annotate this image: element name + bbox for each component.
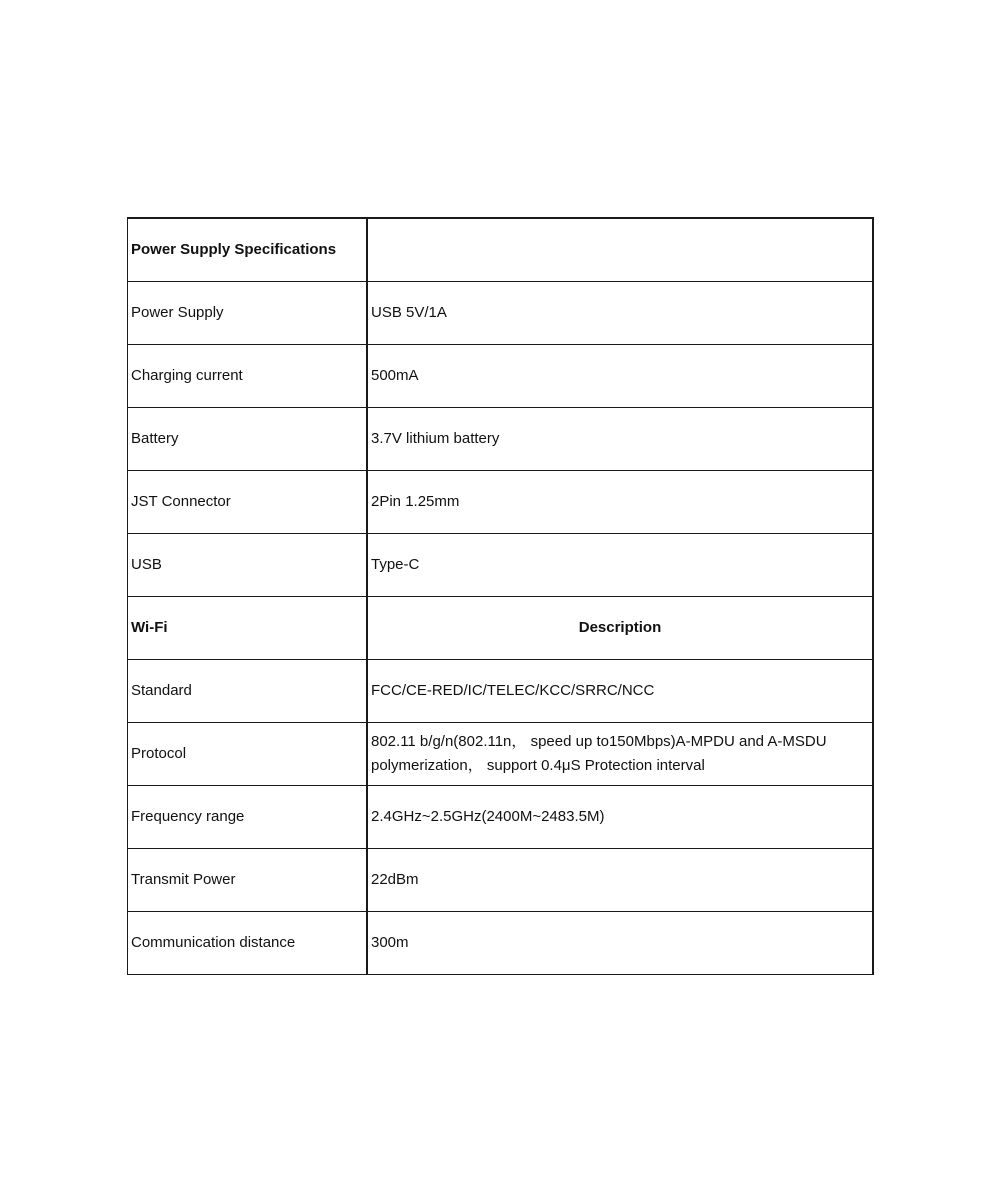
power-section-header-row xyxy=(128,218,874,282)
wifi-section-value-header: Description xyxy=(367,597,873,660)
power-section-value-header xyxy=(367,218,873,282)
spec-label: USB xyxy=(128,534,368,597)
spec-value: Type-C xyxy=(367,534,873,597)
spec-value: FCC/CE-RED/IC/TELEC/KCC/SRRC/NCC xyxy=(367,660,873,723)
table-row xyxy=(128,660,874,723)
spec-label: Standard xyxy=(128,660,368,723)
wifi-section-header-row xyxy=(128,597,874,660)
spec-label: JST Connector xyxy=(128,471,368,534)
table-row xyxy=(128,723,874,786)
spec-value: 2.4GHz~2.5GHz(2400M~2483.5M) xyxy=(367,786,873,849)
spec-label: Battery xyxy=(128,408,368,471)
table-row xyxy=(128,786,874,849)
spec-value: 500mA xyxy=(367,345,873,408)
table-row xyxy=(128,849,874,912)
table-row xyxy=(128,408,874,471)
spec-label: Communication distance xyxy=(128,912,368,975)
spec-value: 802.11 b/g/n(802.11n， speed up to150Mbps)A-MPDU and A-MSDU polymerization， support 0.4μS Protection interval xyxy=(367,723,873,786)
table-row xyxy=(128,345,874,408)
spec-value: 2Pin 1.25mm xyxy=(367,471,873,534)
spec-label: Charging current xyxy=(128,345,368,408)
table-row xyxy=(128,534,874,597)
table-row xyxy=(128,282,874,345)
wifi-section-title: Wi-Fi xyxy=(128,597,368,660)
power-section-title: Power Supply Specifications xyxy=(128,218,368,282)
table-row xyxy=(128,471,874,534)
spec-label: Transmit Power xyxy=(128,849,368,912)
spec-label: Protocol xyxy=(128,723,368,786)
spec-value: 22dBm xyxy=(367,849,873,912)
spec-table xyxy=(127,217,874,975)
spec-label: Frequency range xyxy=(128,786,368,849)
spec-value: USB 5V/1A xyxy=(367,282,873,345)
spec-value: 3.7V lithium battery xyxy=(367,408,873,471)
spec-label: Power Supply xyxy=(128,282,368,345)
spec-value: 300m xyxy=(367,912,873,975)
table-row xyxy=(128,912,874,975)
